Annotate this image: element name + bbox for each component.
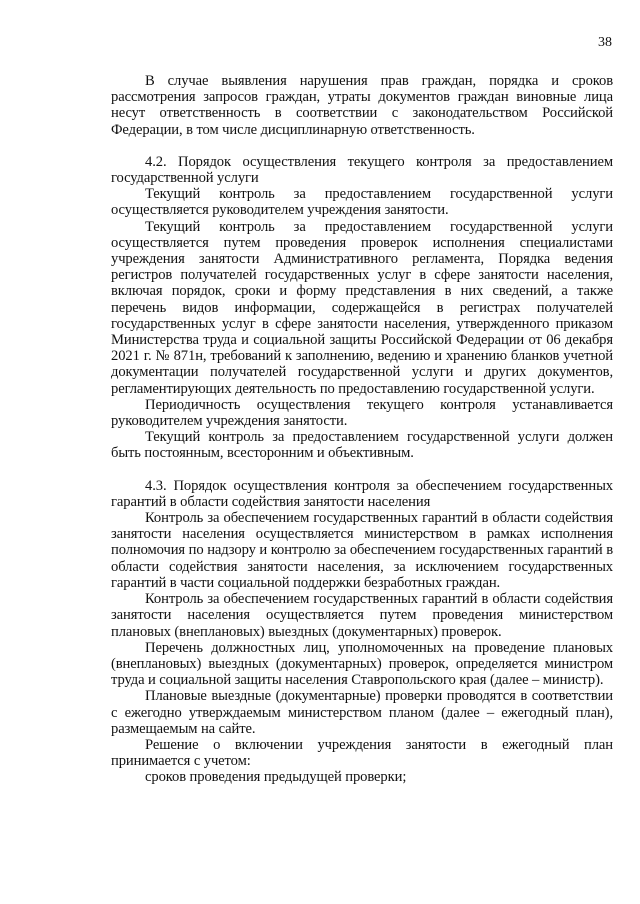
paragraph-previous-inspection-terms: сроков проведения предыдущей проверки; — [145, 769, 407, 786]
paragraph-current-control-method: Текущий контроль за предоставлением государственной услуги осуществляется путем проведения проверок исполнения специалистами учреждения занятости Административного регламента, Порядка ведения регистров получателей государственных услуг в сфере занятости населения, включая порядок, сроки и форму представления в них сведений, а также перечень видов информации, содержащейся в регистрах получателей государственных услуг в сфере занятости населения, утвержденного приказом Министерства труда и социальной защиты Российской Федерации от 06 декабря 2021 г. № 871н, требований к заполнению, ведению и хранению бланков учетной документации получателей государственной услуги и других документов, регламентирующих деятельность по предоставлению государственной услуги. — [111, 218, 613, 397]
section-heading-4-2: 4.2. Порядок осуществления текущего контроля за предоставлением государственной услуги — [111, 153, 613, 187]
paragraph-inclusion-decision: Решение о включении учреждения занятости в ежегодный план принимается с учетом: — [111, 736, 613, 770]
paragraph-periodicity: Периодичность осуществления текущего контроля устанавливается руководителем учреждения занятости. — [111, 396, 613, 430]
paragraph-continuous-control: Текущий контроль за предоставлением государственной услуги должен быть постоянным, всесторонним и объективным. — [111, 429, 613, 462]
document-body — [111, 73, 613, 786]
page-number: 38 — [598, 35, 612, 50]
section-heading-4-3: 4.3. Порядок осуществления контроля за обеспечением государственных гарантий в области содействия занятости населения — [111, 477, 613, 510]
paragraph-violation-responsibility: В случае выявления нарушения прав граждан, порядка и сроков рассмотрения запросов граждан, утраты документов граждан виновные лица несут ответственность в соответствии с законодательством Российской Федерации, в том числе дисциплинарную ответственность. — [111, 73, 613, 138]
paragraph-officials-list: Перечень должностных лиц, уполномоченных на проведение плановых (внеплановых) выездных (документарных) проверок, определяется министром труда и социальной защиты населения Ставропольского края (далее – министр). — [111, 639, 613, 689]
paragraph-annual-plan: Плановые выездные (документарные) проверки проводятся в соответствии с ежегодно утверждаемым министерством планом (далее – ежегодный план), размещаемым на сайте. — [111, 688, 613, 737]
paragraph-guarantees-control-inspections: Контроль за обеспечением государственных гарантий в области содействия занятости населения осуществляется путем проведения министерством плановых (внеплановых) выездных (документарных) проверок. — [111, 591, 613, 640]
paragraph-current-control-head: Текущий контроль за предоставлением государственной услуги осуществляется руководителем учреждения занятости. — [111, 186, 613, 219]
paragraph-guarantees-control-ministry: Контроль за обеспечением государственных гарантий в области содействия занятости населения осуществляется министерством в рамках исполнения полномочия по надзору и контролю за обеспечением государственных гарантий в области содействия занятости населения, за исключением государственных гарантий в части социальной поддержки безработных граждан. — [111, 510, 613, 591]
